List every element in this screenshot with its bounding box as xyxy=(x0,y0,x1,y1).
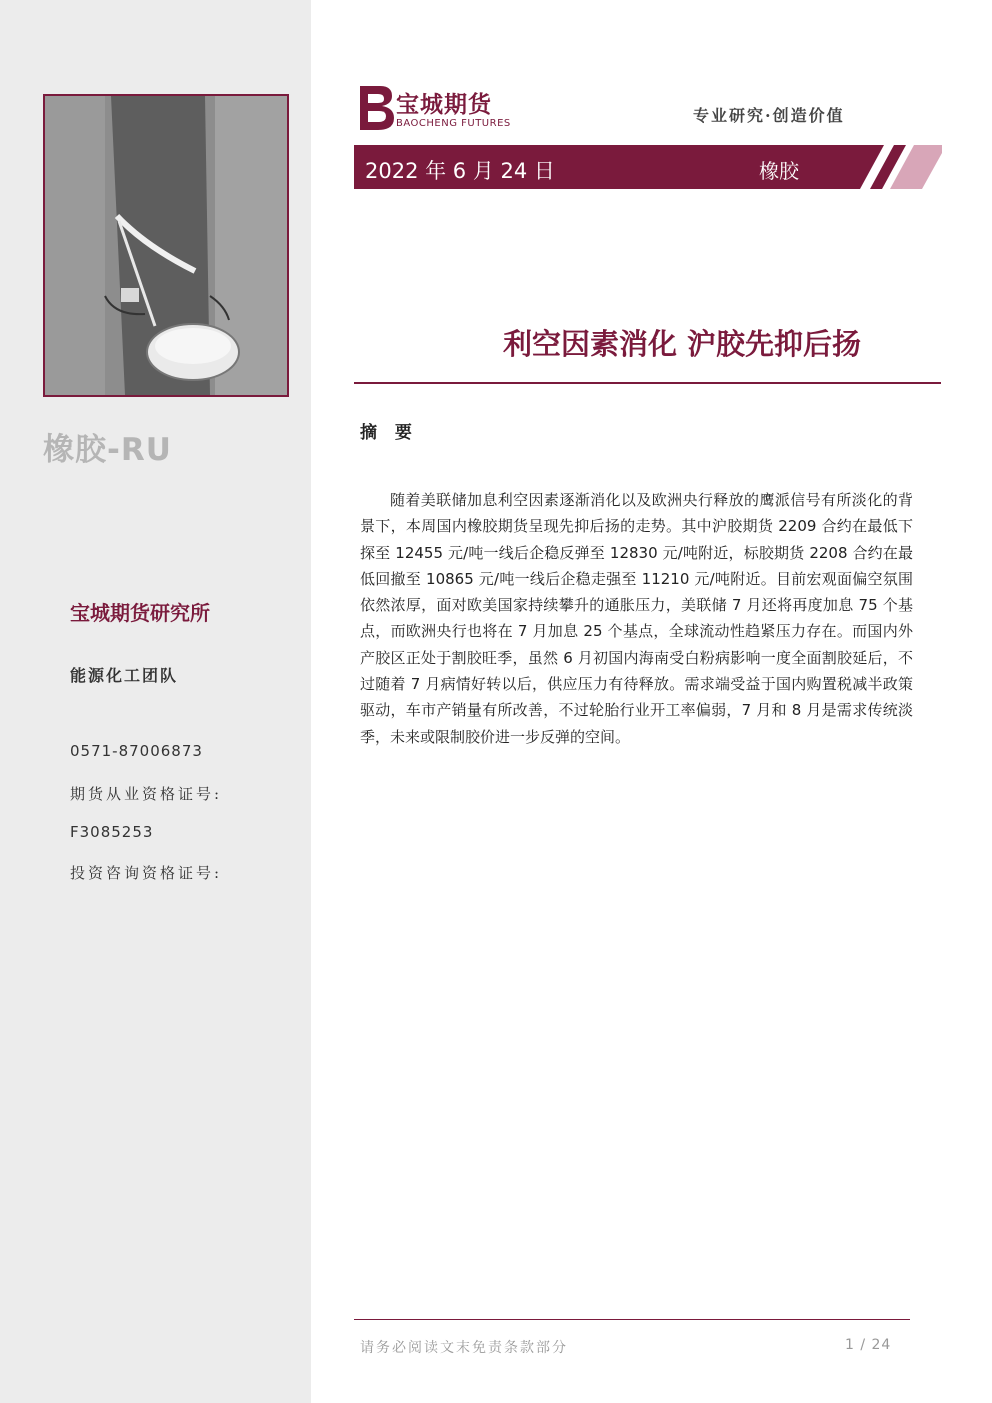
abstract-text: 随着美联储加息利空因素逐渐消化以及欧洲央行释放的鹰派信号有所淡化的背景下，本周国内橡胶期货呈现先抑后扬的走势。其中沪胶期货 2209 合约在最低下探至 12455 元/吨一线后企稳反弹至 12830 元/吨附近，标胶期货 2208 合约在最低回撤至 10865 元/吨一线后企稳走强至 11210 元/吨附近。目前宏观面偏空氛围依然浓厚，面对欧美国家持续攀升的通胀压力，美联储 7 月还将再度加息 75 个基点，而欧洲央行也将在 7 月加息 25 个基点，全球流动性趋紧压力存在。而国内外产胶区正处于割胶旺季，虽然 6 月初国内海南受白粉病影响一度全面割胶延后，不过随着 7 月病情好转以后，供应压力有待释放。需求端受益于国内购置税减半政策驱动，车市产销量有所改善，不过轮胎行业开工率偏弱，7 月和 8 月是需求传统淡季，未来或限制胶价进一步反弹的空间。 xyxy=(360,491,913,746)
report-title: 利空因素消化 沪胶先抑后扬 xyxy=(502,327,862,361)
abstract-heading: 摘 要 xyxy=(360,423,418,443)
title-divider xyxy=(354,382,941,384)
report-date: 2022 年 6 月 24 日 xyxy=(365,159,555,183)
cover-photo-rubber-tapping xyxy=(43,94,289,397)
invest-cert-label: 投资咨询资格证号: xyxy=(70,864,223,882)
futures-cert-value: F3085253 xyxy=(70,823,154,841)
contact-phone: 0571-87006873 xyxy=(70,742,203,760)
commodity-code: 橡胶-RU xyxy=(43,432,172,468)
slogan: 专业研究·创造价值 xyxy=(693,106,845,125)
rubber-tree-image xyxy=(45,96,287,395)
futures-cert-label: 期货从业资格证号: xyxy=(70,785,223,803)
team-name: 能源化工团队 xyxy=(70,666,179,685)
sidebar xyxy=(0,0,311,1403)
footer-divider xyxy=(354,1319,910,1320)
footer-disclaimer: 请务必阅读文末免责条款部分 xyxy=(360,1340,568,1356)
institute-name: 宝城期货研究所 xyxy=(70,601,210,625)
report-category: 橡胶 xyxy=(759,159,799,183)
page-number: 1 / 24 xyxy=(845,1337,892,1353)
logo-english-name: BAOCHENG FUTURES xyxy=(396,118,511,129)
logo-chinese-name: 宝城期货 xyxy=(396,91,492,118)
